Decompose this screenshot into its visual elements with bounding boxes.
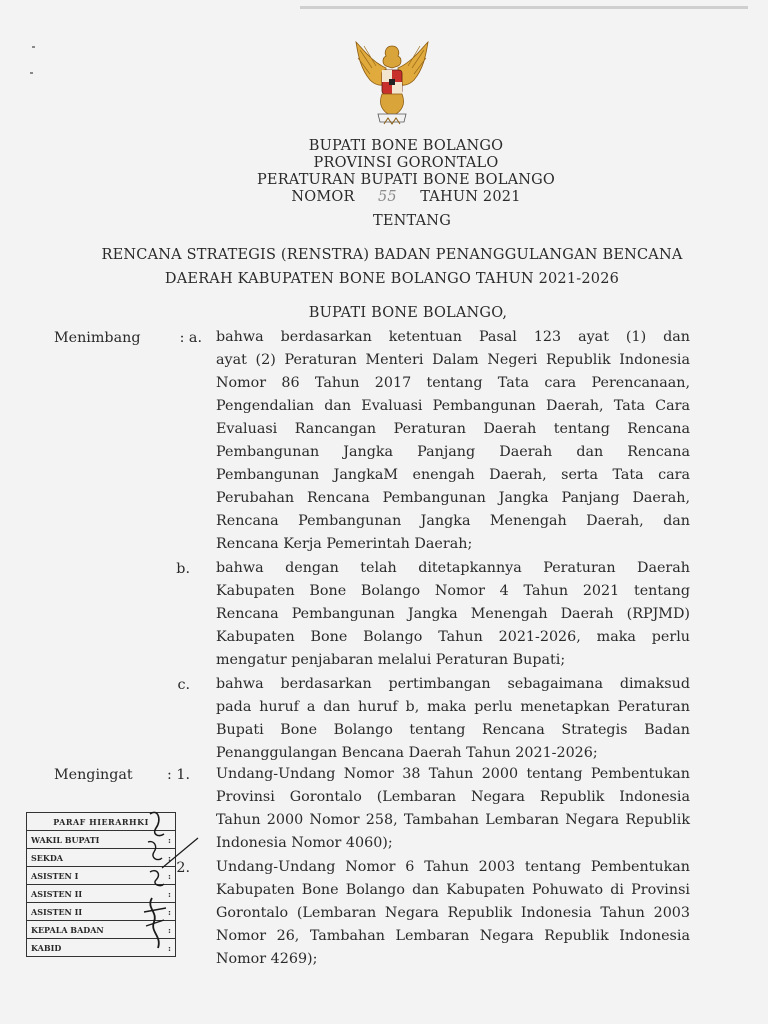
- regulation-title: PERATURAN BUPATI BONE BOLANGO: [256, 172, 556, 188]
- text-line: Undang-Undang Nomor 6 Tahun 2003 tentang Pembentukan: [216, 859, 690, 875]
- text-line: ayat (2) Peraturan Menteri Dalam Negeri Republik Indonesia: [216, 352, 690, 368]
- text-line: Rencana Kerja Pemerintah Daerah;: [216, 536, 473, 552]
- text-line: Pembangunan Jangka Panjang Daerah dan Rencana: [216, 444, 690, 460]
- paraf-role: SEKDA: [27, 849, 150, 867]
- menimbang-item-a: [216, 326, 690, 556]
- item-marker: : a.: [179, 330, 202, 346]
- paraf-title: PARAF HIERARHKI: [27, 813, 176, 831]
- text-line: pada huruf a dan huruf b, maka perlu menetapkan Peraturan: [216, 699, 690, 715]
- tentang-heading: TENTANG: [373, 213, 451, 229]
- text-line: Kabupaten Bone Bolango Nomor 4 Tahun 2021 tentang: [216, 583, 690, 599]
- regulation-year: TAHUN 2021: [420, 189, 521, 205]
- text-line: Indonesia Nomor 4060);: [216, 835, 393, 851]
- mengingat-label: Mengingat: [54, 767, 133, 783]
- text-line: Rencana Pembangunan Jangka Menengah Daerah, dan: [216, 513, 690, 529]
- nomor-value: 55: [377, 189, 397, 205]
- paraf-colon: :: [149, 849, 176, 867]
- item-marker: b.: [176, 561, 190, 577]
- subject-line-2: DAERAH KABUPATEN BONE BOLANGO TAHUN 2021-2026: [164, 271, 620, 287]
- text-line: mengatur penjabaran melalui Peraturan Bupati;: [216, 652, 566, 668]
- paraf-colon: :: [149, 885, 176, 903]
- garuda-emblem-icon: [352, 38, 432, 130]
- menimbang-item-c: [216, 673, 690, 765]
- paraf-role: KEPALA BADAN: [27, 921, 150, 939]
- text-line: Kabupaten Bone Bolango dan Kabupaten Pohuwato di Provinsi: [216, 882, 690, 898]
- scan-speck: [30, 72, 33, 74]
- text-line: Provinsi Gorontalo (Lembaran Negara Republik Indonesia: [216, 789, 690, 805]
- regulation-subject: [8, 243, 768, 291]
- paraf-colon: :: [149, 903, 176, 921]
- text-line: bahwa dengan telah ditetapkannya Peraturan Daerah: [216, 560, 690, 576]
- paraf-role: KABID: [27, 939, 150, 957]
- paraf-role: ASISTEN II: [27, 885, 150, 903]
- document-header: [22, 138, 768, 206]
- paraf-colon: :: [149, 921, 176, 939]
- scan-speck: [32, 46, 35, 48]
- subject-line-1: RENCANA STRATEGIS (RENSTRA) BADAN PENANGGULANGAN BENCANA: [101, 247, 683, 263]
- text-line: Perubahan Rencana Pembangunan Jangka Panjang Daerah,: [216, 490, 690, 506]
- regulation-number: [22, 189, 768, 206]
- text-line: Kabupaten Bone Bolango Tahun 2021-2026, maka perlu: [216, 629, 690, 645]
- province-name: PROVINSI GORONTALO: [313, 155, 499, 171]
- mengingat-item-2: [216, 856, 690, 971]
- item-marker: : 1.: [166, 767, 190, 783]
- text-line: Undang-Undang Nomor 38 Tahun 2000 tentang Pembentukan: [216, 766, 690, 782]
- menimbang-label: Menimbang: [54, 330, 141, 346]
- item-marker: 2.: [176, 860, 190, 876]
- text-line: Bupati Bone Bolango tentang Rencana Strategis Badan: [216, 722, 690, 738]
- nomor-label: NOMOR: [291, 189, 355, 205]
- paraf-role: ASISTEN I: [27, 867, 150, 885]
- text-line: Pembangunan JangkaM enengah Daerah, serta Tata cara: [216, 467, 690, 483]
- text-line: Rencana Pembangunan Jangka Menengah Daerah (RPJMD): [216, 606, 690, 622]
- text-line: bahwa berdasarkan ketentuan Pasal 123 ayat (1) dan: [216, 329, 690, 345]
- text-line: Evaluasi Rancangan Peraturan Daerah tentang Rencana: [216, 421, 690, 437]
- scan-edge-line: [300, 6, 748, 9]
- paraf-colon: :: [149, 831, 176, 849]
- text-line: Penanggulangan Bencana Daerah Tahun 2021-2026;: [216, 745, 598, 761]
- paraf-colon: :: [149, 867, 176, 885]
- regent-title: BUPATI BONE BOLANGO: [308, 138, 504, 154]
- text-line: Nomor 4269);: [216, 951, 318, 967]
- text-line: Tahun 2000 Nomor 258, Tambahan Lembaran Negara Republik: [216, 812, 690, 828]
- paraf-role: ASISTEN II: [27, 903, 150, 921]
- text-line: bahwa berdasarkan pertimbangan sebagaimana dimaksud: [216, 676, 690, 692]
- item-marker: c.: [177, 677, 190, 693]
- paraf-role: WAKIL BUPATI: [27, 831, 150, 849]
- handwritten-initials-icon: [128, 808, 208, 958]
- text-line: Gorontalo (Lembaran Negara Republik Indonesia Tahun 2003: [216, 905, 690, 921]
- text-line: Pengendalian dan Evaluasi Pembangunan Daerah, Tata Cara: [216, 398, 690, 414]
- mengingat-item-1: [216, 763, 690, 855]
- menimbang-item-b: [216, 557, 690, 672]
- text-line: Nomor 86 Tahun 2017 tentang Tata cara Perencanaan,: [216, 375, 690, 391]
- paraf-colon: :: [149, 939, 176, 957]
- opening-phrase: BUPATI BONE BOLANGO,: [308, 305, 508, 321]
- text-line: Nomor 26, Tambahan Lembaran Negara Republik Indonesia: [216, 928, 690, 944]
